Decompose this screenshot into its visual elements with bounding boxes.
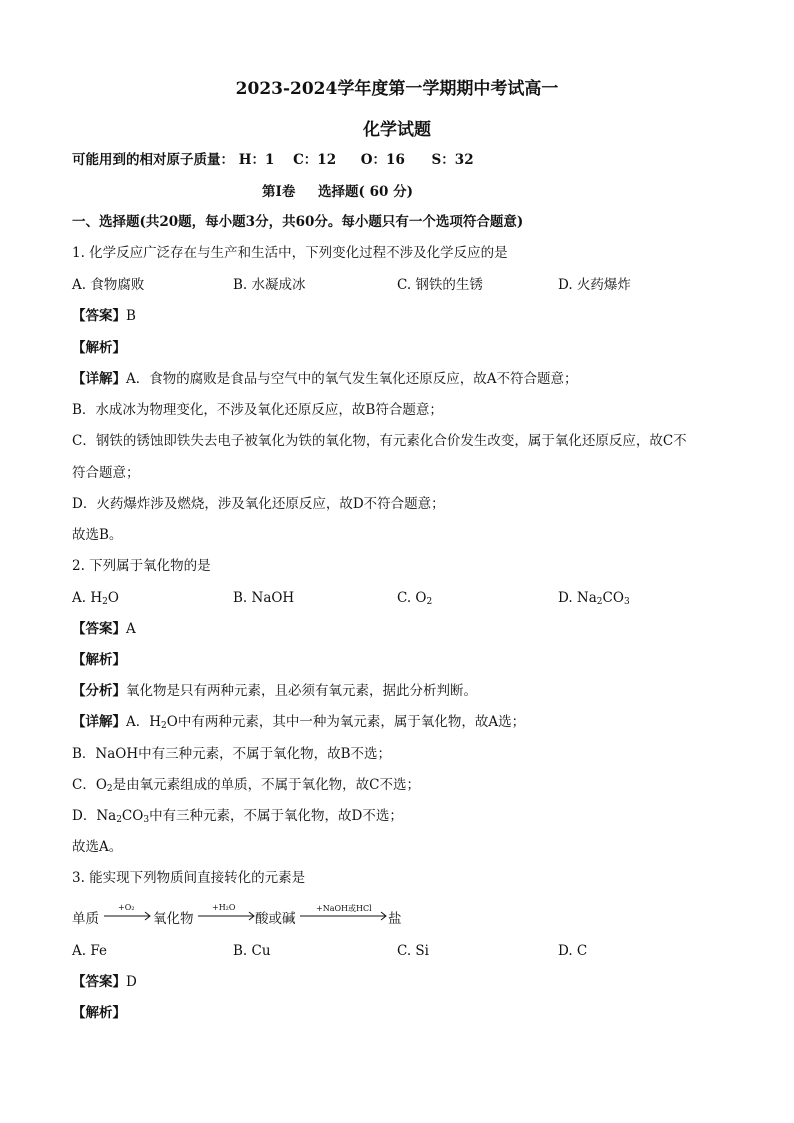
q2-detail-4-sub1: 2 xyxy=(116,815,122,825)
chain-node-salt: 盐 xyxy=(388,911,402,927)
chain-node-acid-or-base: 酸或碱 xyxy=(255,911,296,927)
q1-analysis-tag: 【解析】 xyxy=(72,340,126,356)
section-heading: 一、选择题(共20题，每小题3分，共60分。每小题只有一个选项符合题意) xyxy=(72,214,524,230)
q1-detail-tag: 【详解】 xyxy=(72,371,126,387)
chain-node-oxide: 氧化物 xyxy=(153,911,194,927)
q2-detail-4a: D．Na xyxy=(72,808,117,824)
chain-arrow-2-label: +H₂O xyxy=(212,903,236,912)
exam-title: 2023-2024学年度第一学期期中考试高一 xyxy=(235,79,559,99)
q3-answer-value: D xyxy=(126,974,137,990)
q2-detail-1a: A．H xyxy=(126,714,162,730)
q2-detail-2: B．NaOH中有三种元素，不属于氧化物，故B不选； xyxy=(72,746,392,762)
chain-arrow-1-label: +O₂ xyxy=(118,903,135,912)
q3-option-a: A. Fe xyxy=(72,943,107,959)
q2-detail-3-sub: 2 xyxy=(106,784,113,794)
q2-stem: 2. 下列属于氧化物的是 xyxy=(72,558,211,574)
q1-detail-1 xyxy=(72,370,578,388)
q2-detail-4b: CO xyxy=(121,808,144,824)
q2-option-b: B. NaOH xyxy=(233,590,295,606)
q3-answer xyxy=(72,973,137,991)
q2-detail-1 xyxy=(72,713,525,735)
chain-arrow-1-icon xyxy=(102,903,154,927)
q2-detail-4-sub2: 3 xyxy=(143,815,150,825)
q1-answer-value: B xyxy=(126,308,136,324)
q2-detail-4c: 中有三种元素，不属于氧化物，故D不选； xyxy=(149,808,403,824)
atomic-mass-s: S：32 xyxy=(431,152,474,168)
q1-detail-4: D．火药爆炸涉及燃烧，涉及氧化还原反应，故D不符合题意； xyxy=(72,496,445,512)
q2-option-d-text2: CO xyxy=(602,590,624,606)
q3-option-c: C. Si xyxy=(397,943,429,959)
q2-analysis-sub-tag: 【分析】 xyxy=(72,683,126,699)
q1-option-a: A. 食物腐败 xyxy=(72,277,145,293)
q2-detail-1-sub: 2 xyxy=(161,721,167,731)
q2-detail-tag: 【详解】 xyxy=(72,714,126,730)
q3-option-d: D. C xyxy=(558,943,588,959)
section-header xyxy=(262,183,413,201)
q3-analysis-tag: 【解析】 xyxy=(72,1005,126,1021)
atomic-mass-o: O：16 xyxy=(360,152,405,168)
q2-option-c-sub: 2 xyxy=(426,597,433,607)
section-name: 第Ⅰ卷 xyxy=(262,184,296,200)
q2-detail-3b: 是由氧元素组成的单质，不属于氧化物，故C不选； xyxy=(112,777,420,793)
q2-detail-1b: O中有两种元素，其中一种为氧元素，属于氧化物，故A选； xyxy=(166,714,526,730)
exam-subtitle: 化学试题 xyxy=(363,120,431,140)
q2-detail-3a: C．O xyxy=(72,777,107,793)
atomic-mass-h: H：1 xyxy=(238,152,275,168)
atomic-mass-c: C：12 xyxy=(293,152,337,168)
q1-answer-tag: 【答案】 xyxy=(72,308,126,324)
q2-answer-value: A xyxy=(126,621,136,637)
q2-option-a-sub: 2 xyxy=(102,597,108,607)
q1-detail-text-1: A．食物的腐败是食品与空气中的氧气发生氧化还原反应，故A不符合题意； xyxy=(126,371,578,387)
atomic-mass-line xyxy=(72,151,474,169)
q3-answer-tag: 【答案】 xyxy=(72,974,126,990)
q2-option-d-text: D. Na xyxy=(558,590,597,606)
q2-option-d-sub2: 3 xyxy=(623,597,630,607)
chain-arrow-2-icon xyxy=(196,903,258,927)
q2-answer xyxy=(72,620,136,638)
q2-analysis-text: 氧化物是只有两种元素，且必须有氧元素，据此分析判断。 xyxy=(126,683,477,699)
q2-option-c xyxy=(397,589,432,611)
q3-option-b: B. Cu xyxy=(233,943,271,959)
atomic-mass-label: 可能用到的相对原子质量： xyxy=(72,152,234,168)
q2-option-d xyxy=(558,589,630,611)
q2-analysis xyxy=(72,682,477,700)
q2-analysis-tag: 【解析】 xyxy=(72,652,126,668)
q1-conclusion: 故选B。 xyxy=(72,527,123,543)
q2-option-c-text: C. O xyxy=(397,590,427,606)
q2-detail-4 xyxy=(72,807,403,829)
q1-stem: 1. 化学反应广泛存在与生产和生活中，下列变化过程不涉及化学反应的是 xyxy=(72,245,508,261)
q1-detail-2: B．水成冰为物理变化，不涉及氧化还原反应，故B符合题意； xyxy=(72,402,443,418)
chain-arrow-3-icon xyxy=(298,903,390,927)
q2-option-a xyxy=(72,589,119,611)
q1-answer xyxy=(72,307,136,325)
section-title: 选择题( 60 分) xyxy=(318,184,413,200)
q3-stem: 3. 能实现下列物质间直接转化的元素是 xyxy=(72,870,306,886)
q1-option-d: D. 火药爆炸 xyxy=(558,277,631,293)
q2-conclusion: 故选A。 xyxy=(72,839,123,855)
q1-option-c: C. 钢铁的生锈 xyxy=(397,277,483,293)
q1-option-b: B. 水凝成冰 xyxy=(233,277,306,293)
chain-arrow-3-label: +NaOH或HCl xyxy=(316,904,372,913)
q2-option-a-text: A. H xyxy=(72,590,103,606)
q2-detail-3 xyxy=(72,776,420,798)
q1-detail-3b: 符合题意； xyxy=(72,465,140,481)
q2-option-d-sub1: 2 xyxy=(596,597,603,607)
q2-answer-tag: 【答案】 xyxy=(72,621,126,637)
q2-option-a-text2: O xyxy=(107,590,119,606)
q1-detail-3: C．钢铁的锈蚀即铁失去电子被氧化为铁的氧化物，有元素化合价发生改变，属于氧化还原反应，故C不 xyxy=(72,433,687,449)
chain-node-element: 单质 xyxy=(72,911,99,927)
